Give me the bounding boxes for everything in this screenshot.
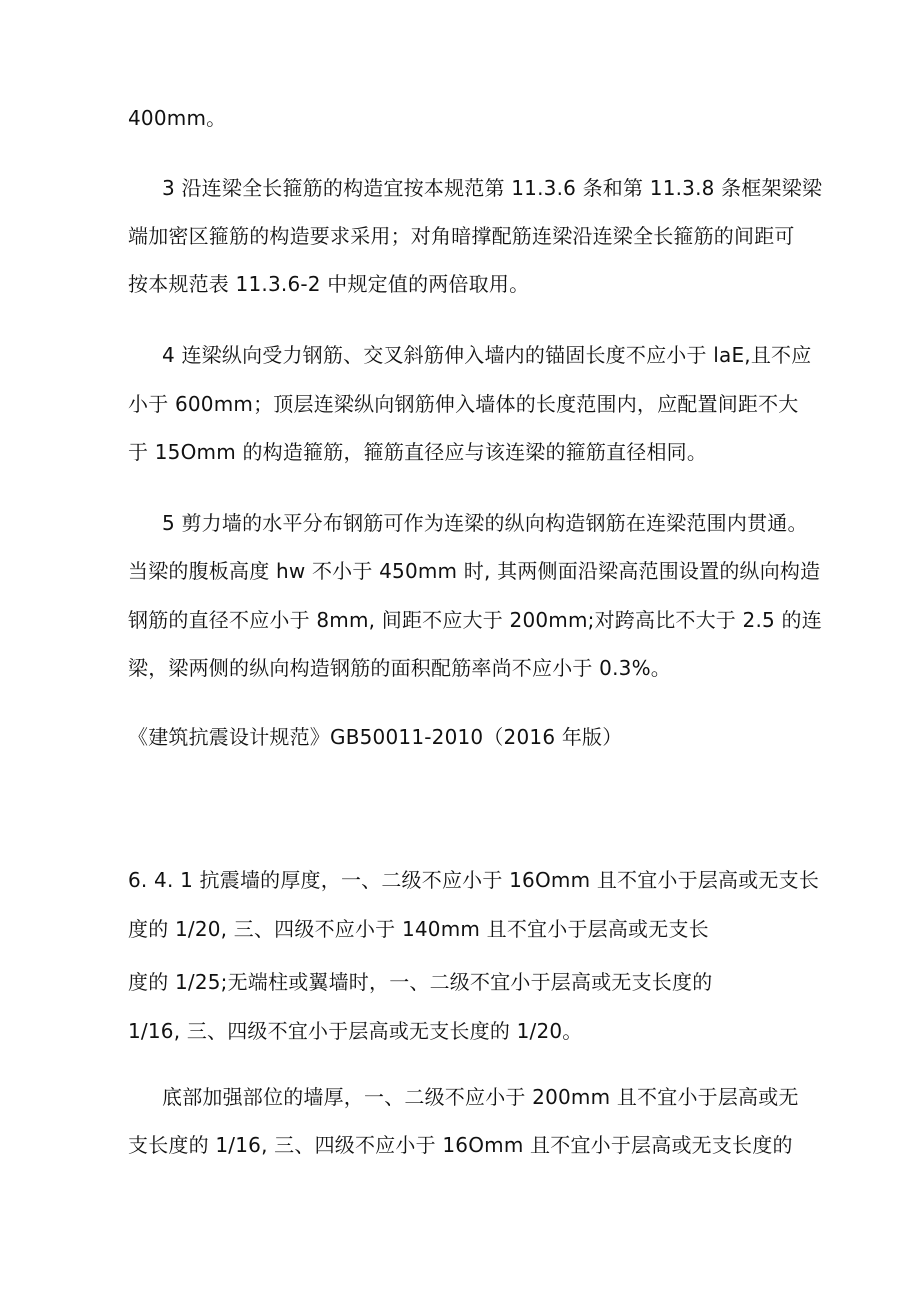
text-line-2: 3 沿连梁全长箍筋的构造宜按本规范第 11.3.6 条和第 11.3.8 条框架梁梁	[162, 176, 823, 200]
text-line-1: 400mm。	[128, 106, 227, 130]
text-line-3: 端加密区箍筋的构造要求采用；对角暗撑配筋连梁沿连梁全长箍筋的间距可	[128, 224, 795, 248]
text-line-4: 按本规范表 11.3.6-2 中规定值的两倍取用。	[128, 272, 530, 296]
text-line-7: 于 15Omm 的构造箍筋，箍筋直径应与该连梁的箍筋直径相同。	[128, 440, 708, 464]
text-line-5: 4 连梁纵向受力钢筋、交叉斜筋伸入墙内的锚固长度不应小于 laE,且不应	[162, 343, 812, 367]
text-line-11: 梁，梁两侧的纵向构造钢筋的面积配筋率尚不应小于 0.3%。	[128, 656, 671, 680]
text-line-13: 6. 4. 1 抗震墙的厚度，一、二级不应小于 16Omm 且不宜小于层高或无支长	[128, 868, 820, 892]
text-line-16: 1/16, 三、四级不宜小于层高或无支长度的 1/20。	[128, 1019, 583, 1043]
text-line-10: 钢筋的直径不应小于 8mm, 间距不应大于 200mm;对跨高比不大于 2.5 的连	[128, 608, 822, 632]
text-line-17: 底部加强部位的墙厚，一、二级不应小于 200mm 且不宜小于层高或无	[162, 1085, 799, 1109]
text-line-14: 度的 1/20, 三、四级不应小于 140mm 且不宜小于层高或无支长	[128, 917, 709, 941]
reference-title: 《建筑抗震设计规范》GB50011-2010（2016 年版）	[128, 725, 623, 749]
text-line-18: 支长度的 1/16, 三、四级不应小于 16Omm 且不宜小于层高或无支长度的	[128, 1133, 793, 1157]
text-line-8: 5 剪力墙的水平分布钢筋可作为连梁的纵向构造钢筋在连梁范围内贯通。	[162, 511, 808, 535]
text-line-15: 度的 1/25;无端柱或翼墙时，一、二级不宜小于层高或无支长度的	[128, 970, 713, 994]
text-line-6: 小于 600mm；顶层连梁纵向钢筋伸入墙体的长度范围内，应配置间距不大	[128, 392, 799, 416]
text-line-9: 当梁的腹板高度 hw 不小于 450mm 时, 其两侧面沿梁高范围设置的纵向构造	[128, 559, 821, 583]
